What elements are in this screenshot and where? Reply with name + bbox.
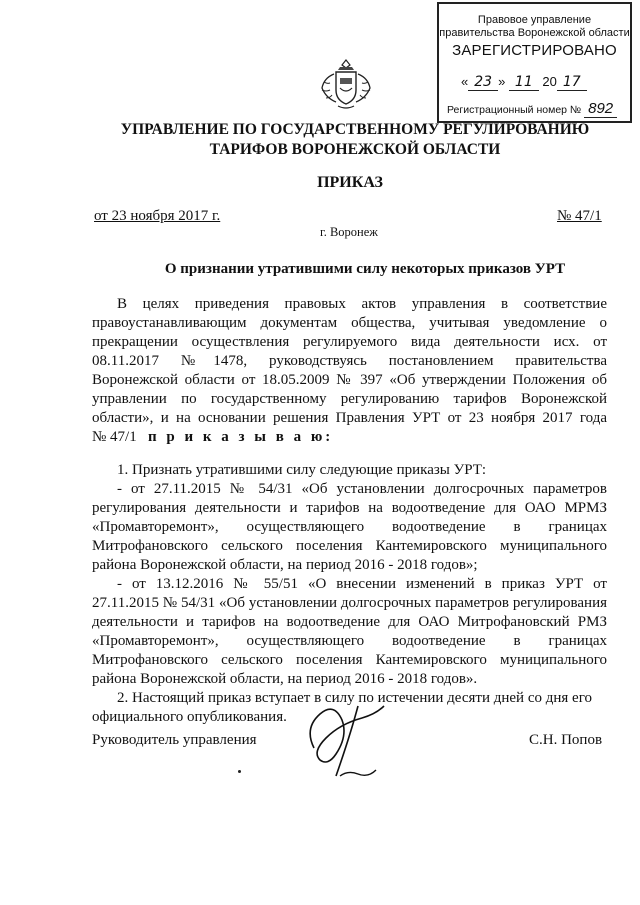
stamp-year-prefix: 20 bbox=[542, 74, 557, 89]
item-b-line: района Воронежской области, на период 2016 - 2018 годов». bbox=[92, 671, 478, 687]
item-a-line: - от 27.11.2015 № 54/31 «Об установлении долгосрочных параметров bbox=[117, 481, 607, 497]
stamp-date: « 23 » 11 20 17 bbox=[461, 74, 587, 90]
stamp-month: 11 bbox=[509, 74, 539, 91]
stamp-reg bbox=[447, 100, 617, 117]
item-2-line: 2. Настоящий приказ вступает в силу по истечении десяти дней со дня его bbox=[117, 690, 592, 706]
city: г. Воронеж bbox=[320, 225, 378, 239]
org-name-line2: ТАРИФОВ ВОРОНЕЖСКОЙ ОБЛАСТИ bbox=[209, 141, 501, 158]
item-a-line: района Воронежской области, на период 2016 - 2018 годов»; bbox=[92, 557, 478, 573]
item-1-heading: 1. Признать утратившими силу следующие приказы УРТ: bbox=[117, 462, 487, 478]
item-b-line: «Промавторемонт», осуществляющего водоотведение в границах bbox=[92, 633, 607, 649]
order-word: п р и к а з ы в а ю: bbox=[147, 429, 334, 445]
ink-dot bbox=[238, 770, 241, 773]
preamble-line: В целях приведения правовых актов управления в соответствие bbox=[117, 296, 607, 312]
stamp-reg-label: Регистрационный номер № bbox=[447, 104, 582, 116]
preamble-line: Воронежской области от 18.05.2009 № 397 «Об утверждении Положения об bbox=[92, 372, 607, 388]
item-b-line: Митрофановского сельского поселения Кантемировского муниципального bbox=[92, 652, 607, 668]
preamble-line: управлении по государственному регулированию тарифов Воронежской bbox=[92, 391, 607, 407]
order-number: № 47/1 bbox=[557, 208, 602, 224]
org-name-line1: УПРАВЛЕНИЕ ПО ГОСУДАРСТВЕННОМУ РЕГУЛИРОВАНИЮ bbox=[120, 121, 590, 138]
item-b-line: 27.11.2015 № 54/31 «Об установлении долгосрочных параметров регулирования bbox=[92, 595, 607, 611]
preamble-line: прекращении осуществления регулируемого вида деятельности исх. от bbox=[92, 334, 607, 350]
item-b-line: деятельности и тарифов на водоотведение для ОАО Митрофановский РМЗ bbox=[92, 614, 607, 630]
preamble-line: области», и на основании решения Правления УРТ от 23 ноября 2017 года bbox=[92, 410, 607, 426]
stamp-year-suffix: 17 bbox=[557, 74, 587, 91]
document-type: ПРИКАЗ bbox=[317, 174, 383, 191]
signer-title: Руководитель управления bbox=[92, 732, 257, 748]
item-a-line: Митрофановского сельского поселения Кантемировского муниципального bbox=[92, 538, 607, 554]
stamp-day: 23 bbox=[468, 74, 498, 91]
coat-of-arms-icon bbox=[316, 56, 376, 112]
handwritten-signature bbox=[300, 700, 392, 790]
stamp-reg-number: 892 bbox=[584, 100, 617, 118]
item-2-line: официального опубликования. bbox=[92, 709, 287, 725]
stamp-status: ЗАРЕГИСТРИРОВАНО bbox=[452, 42, 617, 59]
preamble-line: правоустанавливающим документам общества, учитывая уведомление о bbox=[92, 315, 607, 331]
item-b-line: - от 13.12.2016 № 55/51 «О внесении изменений в приказ УРТ от bbox=[117, 576, 607, 592]
signer-name: С.Н. Попов bbox=[529, 732, 603, 748]
item-a-line: регулирования деятельности и тарифов на водоотведение для ОАО МРМЗ bbox=[92, 500, 607, 516]
registration-stamp bbox=[437, 2, 632, 123]
preamble-number: № 47/1 bbox=[92, 429, 137, 445]
item-a-line: «Промавторемонт», осуществляющего водоотведение в границах bbox=[92, 519, 607, 535]
order-subject: О признании утратившими силу некоторых приказов УРТ bbox=[164, 261, 566, 277]
stamp-org: Правовое управление правительства Воронежской области bbox=[439, 14, 630, 39]
preamble-line: 08.11.2017 №1478, руководствуясь постановлением правительства bbox=[92, 353, 607, 369]
order-date: от 23 ноября 2017 г. bbox=[94, 208, 221, 224]
preamble-last-line bbox=[92, 428, 607, 447]
